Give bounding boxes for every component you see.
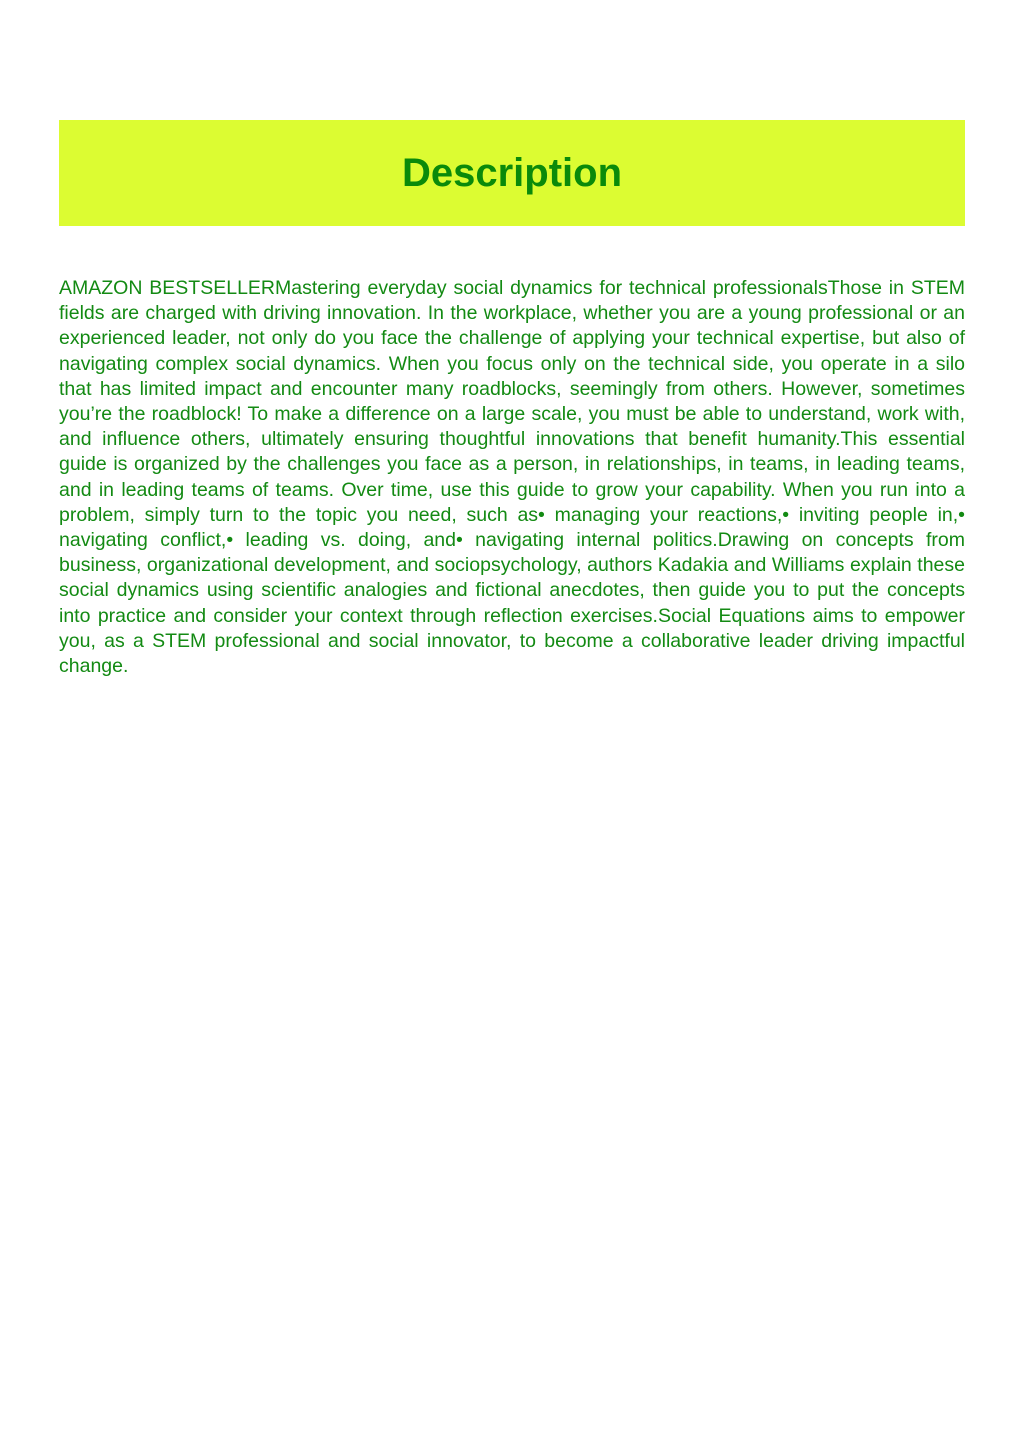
description-body-text: AMAZON BESTSELLERMastering everyday social dynamics for technical professionalsThose in STEM fields are charged with driving innovation. In the workplace, whether you are a young professional or an experienced leader, not only do you face the challenge of applying your technical expertise, but also of navigating complex social dynamics. When you focus only on the technical side, you operate in a silo that has limited impact and encounter many roadblocks, seemingly from others. However, sometimes you’re the roadblock! To make a difference on a large scale, you must be able to understand, work with, and influence others, ultimately ensuring thoughtful innovations that benefit humanity.This essential guide is organized by the challenges you face as a person, in relationships, in teams, in leading teams, and in leading teams of teams. Over time, use this guide to grow your capability. When you run into a problem, simply turn to the topic you need, such as• managing your reactions,• inviting people in,• navigating conflict,• leading vs. doing, and• navigating internal politics.Drawing on concepts from business, organizational development, and sociopsychology, authors Kadakia and Williams explain these social dynamics using scientific analogies and fictional anecdotes, then guide you to put the concepts into practice and consider your context through reflection exercises.Social Equations aims to empower you, as a STEM professional and social innovator, to become a collaborative leader driving impactful change.: [59, 277, 965, 678]
description-header-band: [59, 120, 965, 226]
description-heading: Description: [401, 151, 623, 195]
